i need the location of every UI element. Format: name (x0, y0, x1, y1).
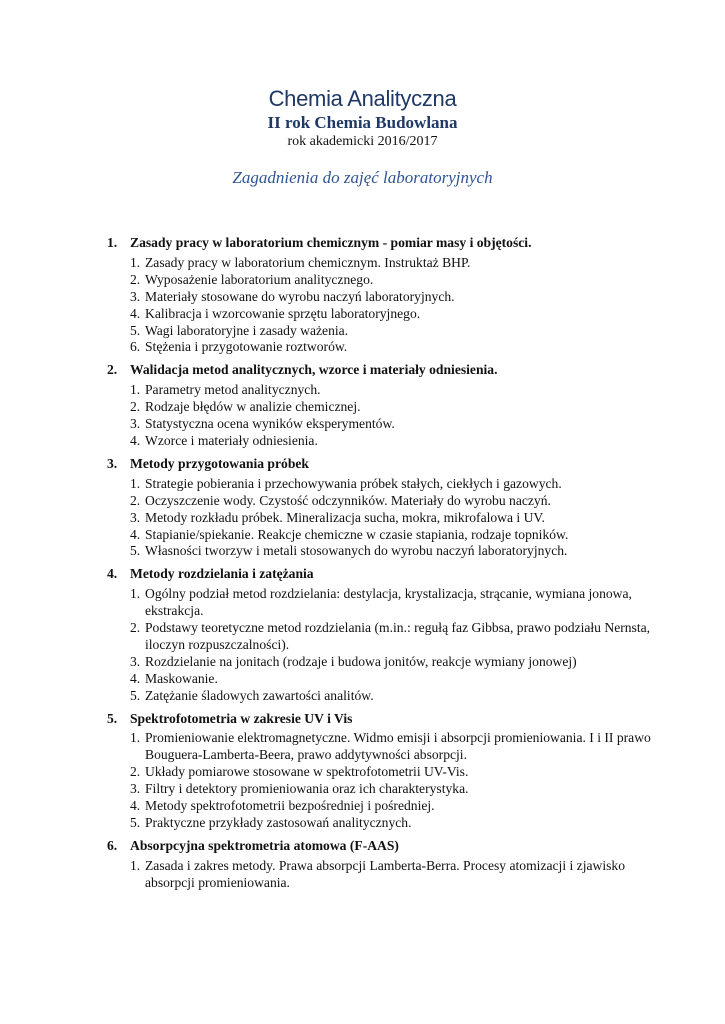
item-text: Podstawy teoretyczne metod rozdzielania (m.in.: regułą faz Gibbsa, prawo podziału Nernsta, iloczyn rozpuszczalności). (145, 620, 651, 652)
list-item (130, 433, 652, 450)
item-text: Materiały stosowane do wyrobu naczyń laboratoryjnych. (145, 288, 455, 304)
item-number: 1. (130, 382, 141, 398)
list-item (130, 543, 652, 560)
section-title: Metody przygotowania próbek (130, 455, 309, 471)
item-text: Praktyczne przykłady zastosowań analitycznych. (145, 815, 412, 830)
list-item (130, 764, 652, 781)
list-item (130, 688, 652, 705)
item-text: Wzorce i materiały odniesienia. (145, 432, 318, 448)
section-title: Zasady pracy w laboratorium chemicznym - pomiar masy i objętości. (130, 235, 532, 250)
section-items (130, 255, 652, 356)
item-number: 1. (130, 857, 141, 873)
item-number: 5. (130, 687, 141, 703)
section-items (130, 730, 652, 831)
topic-section (107, 362, 652, 450)
list-item (130, 323, 652, 340)
list-item (130, 798, 652, 815)
item-number: 2. (130, 620, 141, 636)
item-text: Rozdzielanie na jonitach (rodzaje i budowa jonitów, reakcje wymiany jonowej) (145, 653, 577, 669)
item-text: Zatężanie śladowych zawartości analitów. (145, 687, 374, 703)
list-item (130, 586, 652, 620)
item-number: 4. (130, 798, 141, 814)
item-text: Parametry metod analitycznych. (145, 382, 321, 398)
item-number: 2. (130, 764, 141, 780)
document-topic: Zagadnienia do zajęć laboratoryjnych (232, 168, 493, 187)
item-number: 4. (130, 670, 141, 686)
section-number: 4. (107, 566, 118, 582)
item-text: Wagi laboratoryjne i zasady ważenia. (145, 322, 349, 338)
section-items (130, 476, 652, 561)
topic-section (107, 566, 652, 704)
topic-section (107, 838, 652, 892)
section-number: 1. (107, 235, 118, 250)
list-item (130, 416, 652, 433)
section-number: 2. (107, 362, 118, 378)
list-item (130, 858, 652, 892)
item-text: Zasada i zakres metody. Prawa absorpcji Lamberta-Berra. Procesy atomizacji i zjawisko absorpcji promieniowania. (145, 857, 625, 890)
section-items (130, 586, 652, 704)
list-item (130, 255, 652, 272)
item-number: 3. (130, 653, 141, 669)
section-heading (107, 456, 652, 473)
item-number: 1. (130, 475, 141, 491)
document-header (0, 86, 725, 189)
list-item (130, 815, 652, 832)
section-items (130, 858, 652, 892)
section-title: Walidacja metod analitycznych, wzorce i materiały odniesienia. (130, 362, 498, 378)
item-text: Promieniowanie elektromagnetyczne. Widmo emisji i absorpcji promieniowania. I i II prawo Bouguera-Lamberta-Beera, prawo addytywności absorpcji. (145, 730, 651, 763)
item-number: 3. (130, 509, 141, 525)
item-number: 5. (130, 815, 141, 830)
item-text: Statystyczna ocena wyników eksperymentów. (145, 416, 395, 432)
list-item (130, 654, 652, 671)
list-item (130, 289, 652, 306)
item-text: Metody rozkładu próbek. Mineralizacja sucha, mokra, mikrofalowa i UV. (145, 509, 545, 525)
section-heading (107, 566, 652, 583)
section-number: 6. (107, 837, 118, 853)
item-number: 4. (130, 526, 141, 542)
section-title: Absorpcyjna spektrometria atomowa (F-AAS) (130, 837, 399, 853)
item-text: Kalibracja i wzorcowanie sprzętu laboratoryjnego. (145, 305, 421, 321)
section-heading (107, 838, 652, 855)
item-number: 1. (130, 586, 141, 602)
topics-list (107, 235, 652, 898)
item-number: 4. (130, 432, 141, 448)
topic-section (107, 456, 652, 560)
item-number: 3. (130, 781, 141, 797)
document-title: Chemia Analityczna (268, 86, 457, 111)
list-item (130, 493, 652, 510)
topic-section (107, 711, 652, 832)
item-text: Wyposażenie laboratorium analitycznego. (145, 271, 374, 287)
section-title: Spektrofotometria w zakresie UV i Vis (130, 710, 353, 726)
list-item (130, 272, 652, 289)
list-item (130, 671, 652, 688)
item-text: Oczyszczenie wody. Czystość odczynników. Materiały do wyrobu naczyń. (145, 492, 551, 508)
item-number: 1. (130, 730, 141, 746)
item-text: Rodzaje błędów w analizie chemicznej. (145, 399, 361, 415)
section-number: 3. (107, 455, 118, 471)
section-heading (107, 235, 652, 252)
list-item (130, 382, 652, 399)
item-number: 5. (130, 322, 141, 338)
list-item (130, 399, 652, 416)
item-text: Filtry i detektory promieniowania oraz ich charakterystyka. (145, 781, 469, 797)
item-text: Układy pomiarowe stosowane w spektrofotometrii UV-Vis. (145, 764, 469, 780)
item-text: Stężenia i przygotowanie roztworów. (145, 339, 348, 355)
section-number: 5. (107, 710, 118, 726)
section-heading (107, 711, 652, 728)
item-number: 2. (130, 492, 141, 508)
item-number: 2. (130, 271, 141, 287)
item-text: Stapianie/spiekanie. Reakcje chemiczne w czasie stapiania, rodzaje topników. (145, 526, 569, 542)
list-item (130, 620, 652, 654)
item-text: Własności tworzyw i metali stosowanych do wyrobu naczyń laboratoryjnych. (145, 543, 568, 559)
topic-section (107, 235, 652, 356)
item-text: Strategie pobierania i przechowywania próbek stałych, ciekłych i gazowych. (145, 475, 562, 491)
item-number: 5. (130, 543, 141, 559)
list-item (130, 339, 652, 356)
section-heading (107, 362, 652, 379)
item-number: 4. (130, 305, 141, 321)
list-item (130, 781, 652, 798)
item-text: Metody spektrofotometrii bezpośredniej i pośredniej. (145, 798, 435, 814)
section-items (130, 382, 652, 450)
item-number: 2. (130, 399, 141, 415)
item-text: Maskowanie. (145, 670, 218, 686)
item-text: Ogólny podział metod rozdzielania: destylacja, krystalizacja, strącanie, wymiana jonowa, ekstrakcja. (145, 586, 632, 619)
list-item (130, 306, 652, 323)
academic-year: rok akademicki 2016/2017 (287, 134, 438, 149)
section-title: Metody rozdzielania i zatężania (130, 566, 314, 582)
item-number: 3. (130, 288, 141, 304)
list-item (130, 527, 652, 544)
item-text: Zasady pracy w laboratorium chemicznym. Instruktaż BHP. (145, 254, 471, 270)
item-number: 3. (130, 416, 141, 432)
document-subtitle: II rok Chemia Budowlana (267, 113, 458, 132)
list-item (130, 730, 652, 764)
list-item (130, 510, 652, 527)
item-number: 1. (130, 254, 141, 270)
list-item (130, 476, 652, 493)
item-number: 6. (130, 339, 141, 355)
